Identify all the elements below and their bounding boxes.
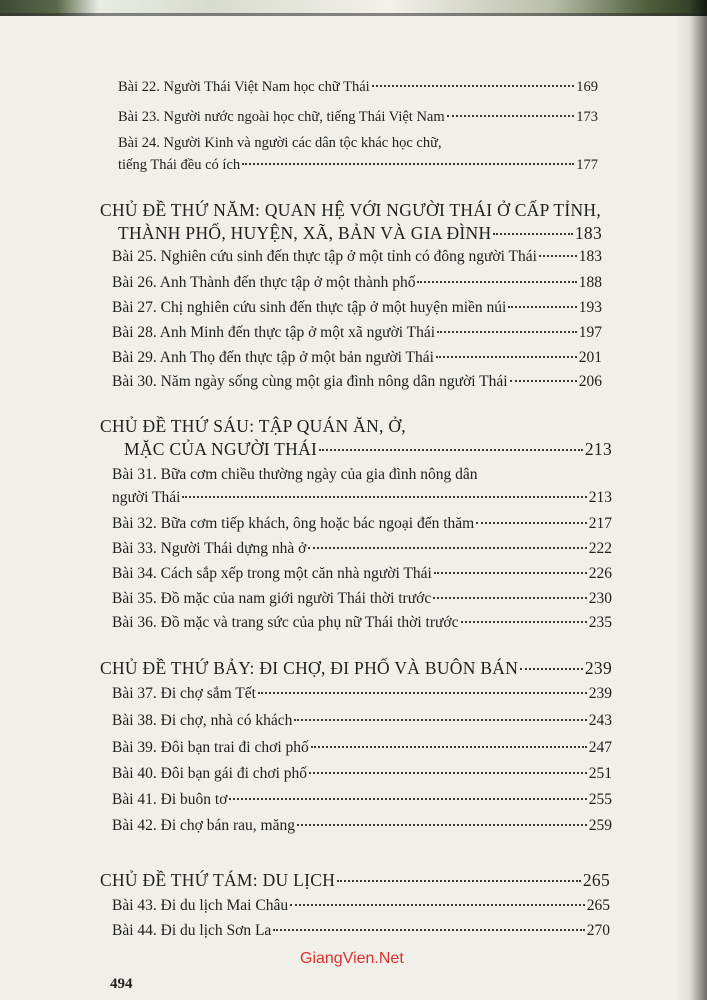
toc-entry xyxy=(112,817,612,835)
toc-entry-page: 251 xyxy=(588,765,612,782)
leader-dots xyxy=(337,880,581,882)
toc-entry xyxy=(112,373,602,391)
chapter-heading-continued: MẶC CỦA NGƯỜI THÁI xyxy=(124,439,318,459)
leader-dots xyxy=(242,163,574,165)
toc-entry-page: 222 xyxy=(588,540,612,557)
toc-entry xyxy=(112,248,602,266)
toc-entry-title-continued: tiếng Thái đều có ích xyxy=(118,157,241,173)
chapter-heading-row xyxy=(100,659,612,677)
toc-entry-page: 226 xyxy=(588,565,612,582)
leader-dots xyxy=(297,824,587,826)
leader-dots xyxy=(436,356,577,358)
toc-entry-title: Bài 36. Đồ mặc và trang sức của phụ nữ Thái thời trước xyxy=(112,614,459,631)
leader-dots xyxy=(437,331,577,333)
chapter-page: 183 xyxy=(574,223,602,243)
leader-dots xyxy=(508,306,576,308)
toc-entry-page: 201 xyxy=(578,349,602,366)
toc-entry xyxy=(112,791,612,809)
toc-entry-page: 217 xyxy=(588,515,612,532)
leader-dots xyxy=(229,798,586,800)
chapter-heading: CHỦ ĐỀ THỨ BẢY: ĐI CHỢ, ĐI PHỐ VÀ BUÔN BÁN xyxy=(100,658,519,678)
toc-entry-page: 173 xyxy=(576,109,598,125)
toc-entry-page: 213 xyxy=(588,489,612,506)
leader-dots xyxy=(434,572,587,574)
chapter-heading: CHỦ ĐỀ THỨ SÁU: TẬP QUÁN ĂN, Ở, xyxy=(100,416,406,436)
leader-dots xyxy=(539,255,577,257)
toc-entry xyxy=(112,590,612,608)
toc-entry-title: Bài 37. Đi chợ sắm Tết xyxy=(112,685,256,702)
toc-entry-page: 259 xyxy=(588,817,612,834)
page-number: 494 xyxy=(110,976,133,992)
leader-dots xyxy=(290,904,585,906)
toc-entry-title: Bài 29. Anh Thọ đến thực tập ở một bản người Thái xyxy=(112,349,434,366)
toc-entry xyxy=(112,540,612,558)
toc-entry xyxy=(112,515,612,533)
leader-dots xyxy=(417,281,576,283)
toc-entry-page: 197 xyxy=(578,324,602,341)
toc-entry-title: Bài 27. Chị nghiên cứu sinh đến thực tập ở một huyện miền núi xyxy=(112,299,507,316)
toc-entry-page: 193 xyxy=(578,299,602,316)
toc-entry-page: 255 xyxy=(588,791,612,808)
leader-dots xyxy=(510,380,577,382)
toc-entry-title-continued: người Thái xyxy=(112,489,181,506)
toc-entry xyxy=(112,489,612,507)
leader-dots xyxy=(311,746,587,748)
leader-dots xyxy=(319,449,583,451)
toc-entry xyxy=(118,78,598,96)
toc-entry-page: 183 xyxy=(578,248,602,265)
toc-entry xyxy=(112,324,602,342)
toc-entry xyxy=(112,349,602,367)
chapter-page: 239 xyxy=(584,658,612,678)
page-edge-shadow xyxy=(675,0,707,1000)
leader-dots xyxy=(476,522,587,524)
toc-entry xyxy=(112,765,612,783)
toc-entry xyxy=(112,922,610,940)
leader-dots xyxy=(294,719,586,721)
toc-entry-title: Bài 31. Bữa cơm chiều thường ngày của gia đình nông dân xyxy=(112,466,478,483)
toc-entry-title: Bài 44. Đi du lịch Sơn La xyxy=(112,922,272,939)
toc-entry-page: 230 xyxy=(588,590,612,607)
chapter-heading-row xyxy=(100,871,610,889)
toc-entry xyxy=(112,685,612,703)
chapter-heading-row xyxy=(118,224,602,242)
leader-dots xyxy=(520,668,583,670)
leader-dots xyxy=(447,115,575,117)
toc-entry-title: Bài 43. Đi du lịch Mai Châu xyxy=(112,897,289,914)
toc-entry-page: 265 xyxy=(586,897,610,914)
leader-dots xyxy=(461,621,587,623)
leader-dots xyxy=(258,692,587,694)
watermark: GiangVien.Net xyxy=(300,950,404,967)
toc-entry-page: 206 xyxy=(578,373,602,390)
toc-entry-title: Bài 32. Bữa cơm tiếp khách, ông hoặc bác ngoại đến thăm xyxy=(112,515,475,532)
leader-dots xyxy=(493,233,572,235)
leader-dots xyxy=(309,772,587,774)
toc-entry-page: 188 xyxy=(578,274,602,291)
toc-entry xyxy=(112,897,610,915)
toc-entry-title: Bài 25. Nghiên cứu sinh đến thực tập ở một tỉnh có đông người Thái xyxy=(112,248,537,265)
chapter-heading-row xyxy=(124,440,612,458)
toc-entry-page: 247 xyxy=(588,739,612,756)
toc-entry-page: 239 xyxy=(588,685,612,702)
toc-entry-title: Bài 23. Người nước ngoài học chữ, tiếng Thái Việt Nam xyxy=(118,109,445,125)
toc-entry xyxy=(118,108,598,126)
leader-dots xyxy=(273,929,584,931)
chapter-page: 213 xyxy=(584,439,612,459)
leader-dots xyxy=(182,496,586,498)
toc-entry-title: Bài 40. Đôi bạn gái đi chơi phố xyxy=(112,765,308,782)
chapter-page: 265 xyxy=(582,870,610,890)
toc-entry-title: Bài 22. Người Thái Việt Nam học chữ Thái xyxy=(118,79,370,95)
toc-entry-title: Bài 24. Người Kinh và người các dân tộc khác học chữ, xyxy=(118,135,442,151)
leader-dots xyxy=(372,85,575,87)
toc-entry xyxy=(112,614,612,632)
toc-entry-page: 243 xyxy=(588,712,612,729)
toc-entry-title: Bài 28. Anh Minh đến thực tập ở một xã người Thái xyxy=(112,324,436,341)
chapter-heading-continued: THÀNH PHỐ, HUYỆN, XÃ, BẢN VÀ GIA ĐÌNH xyxy=(118,223,492,243)
toc-entry xyxy=(112,274,602,292)
leader-dots xyxy=(308,547,586,549)
toc-entry-page: 235 xyxy=(588,614,612,631)
toc-entry xyxy=(112,299,602,317)
toc-entry xyxy=(112,739,612,757)
toc-entry xyxy=(118,156,598,174)
toc-entry-page: 169 xyxy=(576,79,598,95)
toc-entry-page: 177 xyxy=(576,157,598,173)
chapter-heading: CHỦ ĐỀ THỨ TÁM: DU LỊCH xyxy=(100,870,336,890)
toc-entry xyxy=(112,565,612,583)
toc-entry-title: Bài 35. Đồ mặc của nam giới người Thái thời trước xyxy=(112,590,432,607)
toc-entry-title: Bài 30. Năm ngày sống cùng một gia đình nông dân người Thái xyxy=(112,373,508,390)
toc-entry-title: Bài 26. Anh Thành đến thực tập ở một thành phố xyxy=(112,274,416,291)
toc-entry-title: Bài 42. Đi chợ bán rau, măng xyxy=(112,817,295,834)
toc-entry-title: Bài 33. Người Thái dựng nhà ở xyxy=(112,540,307,557)
toc-entry xyxy=(112,712,612,730)
toc-entry-page: 270 xyxy=(586,922,610,939)
toc-entry-title: Bài 38. Đi chợ, nhà có khách xyxy=(112,712,293,729)
chapter-heading: CHỦ ĐỀ THỨ NĂM: QUAN HỆ VỚI NGƯỜI THÁI Ở CẤP TỈNH, xyxy=(100,200,602,220)
leader-dots xyxy=(433,597,587,599)
toc-entry-title: Bài 34. Cách sắp xếp trong một căn nhà người Thái xyxy=(112,565,432,582)
toc-entry-title: Bài 39. Đôi bạn trai đi chơi phố xyxy=(112,739,309,756)
toc-entry-title: Bài 41. Đi buôn tơ xyxy=(112,791,228,808)
